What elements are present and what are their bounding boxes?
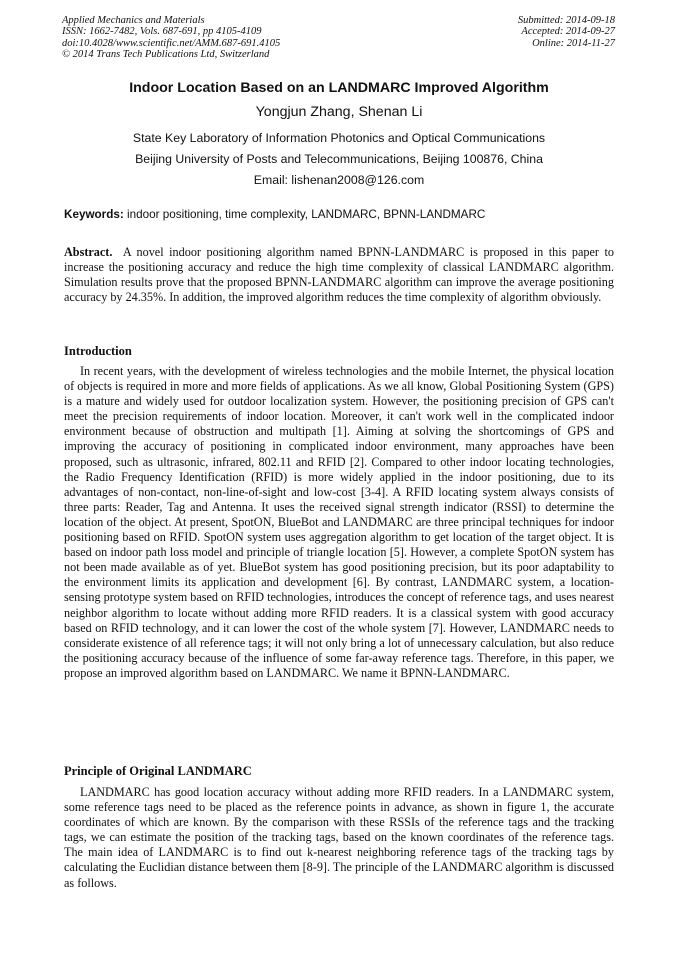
journal-header-right — [518, 15, 615, 49]
submitted-date: Submitted: 2014-09-18 — [517, 15, 615, 26]
journal-copyright: © 2014 Trans Tech Publications Ltd, Switzerland — [62, 49, 270, 61]
author-email: Email: lishenan2008@126.com — [253, 173, 425, 187]
affiliation-university: Beijing University of Posts and Telecommunications, Beijing 100876, China — [135, 152, 543, 166]
journal-name: Applied Mechanics and Materials — [62, 15, 205, 26]
keywords-label: Keywords: — [64, 208, 124, 221]
keywords — [64, 208, 614, 221]
journal-header-left — [62, 15, 280, 61]
journal-doi: doi:10.4028/www.scientific.net/AMM.687-691.4105 — [62, 37, 281, 49]
abstract — [64, 245, 614, 305]
keywords-text: indoor positioning, time complexity, LANDMARC, BPNN-LANDMARC — [127, 208, 486, 221]
journal-issn: ISSN: 1662-7482, Vols. 687-691, pp 4105-4109 — [62, 26, 262, 38]
paper-authors: Yongjun Zhang, Shenan Li — [255, 104, 423, 120]
affiliation-lab: State Key Laboratory of Information Photonics and Optical Communications — [132, 131, 546, 145]
abstract-label: Abstract. — [64, 245, 113, 259]
landmarc-paragraph: LANDMARC has good location accuracy without adding more RFID readers. In a LANDMARC system, some reference tags need to be placed as the reference points in advance, as shown in figure 1, the accurate coordinates of which are known. By the comparison with these RSSIs of the reference tags and the tracking tags, we can estimate the position of the tracking tags, based on the known coordinates of the reference tags. The main idea of LANDMARC is to find out k-nearest neighboring reference tags of the tracking tags by calculating the Euclidian distance between them [8-9]. The principle of the LANDMARC algorithm is discussed as follows. — [64, 785, 614, 890]
online-date: Online: 2014-11-27 — [532, 37, 615, 49]
accepted-date: Accepted: 2014-09-27 — [521, 26, 615, 38]
introduction-paragraph: In recent years, with the development of wireless technologies and the mobile Internet, the physical location of objects is required in more and more fields of applications. As we all know, Global Positioning System (GPS) is a mature and widely used for outdoor localization system. However, the positioning precision of GPS can't meet the precision requirements of indoor location. Moreover, it can't work well in the complicated indoor environment because of obstruction and multipath [1]. Aiming at solving the shortcomings of GPS and improving the accuracy of positioning in complicated indoor environment, many approaches have been proposed, such as ultrasonic, infrared, 802.11 and RFID [2]. Compared to other indoor locating technologies, the Radio Frequency Identification (RFID) is more widely applied in the indoor positioning, due to its advantages of non-contact, non-line-of-sight and low-cost [3-4]. A RFID locating system always consists of three parts: Reader, Tag and Antenna. It uses the received signal strength indicator (RSSI) to determine the location of the object. At present, SpotON, BlueBot and LANDMARC are three principal techniques for indoor positioning based on RFID. SpotON system uses aggregation algorithm to get location of the target object. It is based on indoor path loss model and principle of triangle location [5]. However, a complete SpotON system has not been made available as of yet. BlueBot system has good positioning precision, but its poor adaptability to the environment limits its application and development [6]. By contrast, LANDMARC system, a location-sensing prototype system based on RFID technologies, introduces the concept of reference tags, and uses nearest neighbor algorithm to locate without adding more RFID readers. It is a classical system with good accuracy based on RFID technology, and it can lower the cost of the whole system [7]. However, LANDMARC needs to considerate existence of all reference tags; it will not only bring a lot of unnecessary calculation, but also reduce the positioning accuracy because of the influence of some far-away reference tags. Therefore, in this paper, we propose an improved algorithm based on LANDMARC. We name it BPNN-LANDMARC. — [64, 364, 614, 680]
paper-title: Indoor Location Based on an LANDMARC Improved Algorithm — [129, 80, 549, 96]
section-heading-introduction: Introduction — [64, 344, 132, 358]
abstract-text: A novel indoor positioning algorithm named BPNN-LANDMARC is proposed in this paper to increase the positioning accuracy and reduce the high time complexity of classical LANDMARC algorithm. Simulation results prove that the proposed BPNN-LANDMARC algorithm can improve the average positioning accuracy by 24.35%. In addition, the improved algorithm reduces the time complexity of algorithm obviously. — [64, 245, 614, 305]
section-heading-landmarc: Principle of Original LANDMARC — [64, 764, 252, 778]
